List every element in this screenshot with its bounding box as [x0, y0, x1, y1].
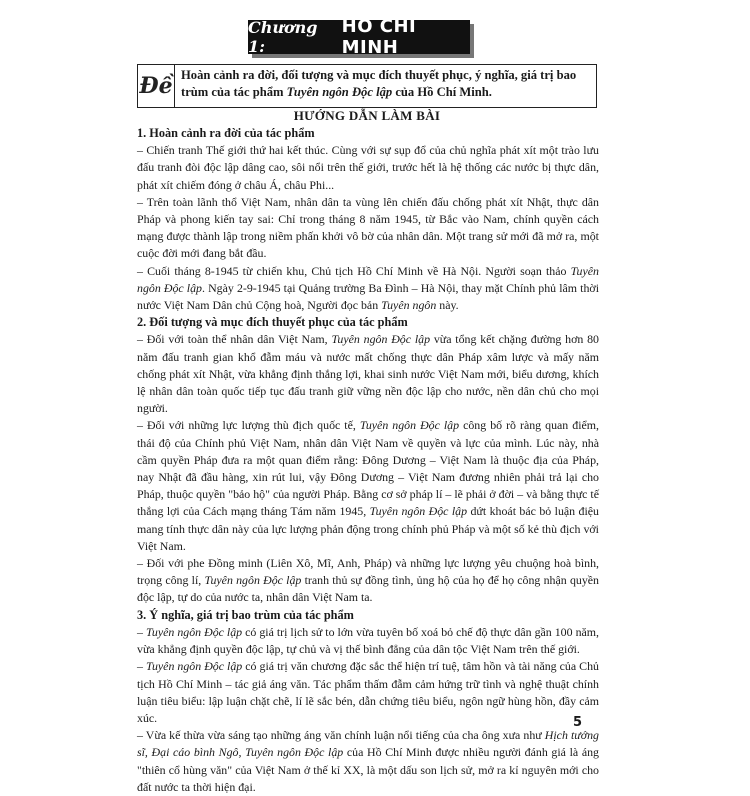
section-3-para-3 [137, 727, 599, 796]
text-run: – [137, 659, 146, 674]
chapter-label: Chương 1: [248, 18, 318, 56]
section-2-para-2 [137, 417, 599, 555]
section-2-heading: 2. Đối tượng và mục đích thuyết phục của tác phẩm [137, 315, 408, 330]
section-2-para-3 [137, 555, 599, 607]
chapter-banner [248, 16, 470, 58]
text-run: có giá trị lịch sử to lớn vừa tuyên bố xoá bỏ chế độ thực dân gần 100 năm, vừa khẳng định quyền độc lập, tự chủ và vị thế bình đẳng của dân tộc Việt Nam trên thế giới. [137, 624, 600, 657]
page-number: 5 [573, 715, 583, 730]
text-run: tranh thủ sự đồng tình, ủng hộ của họ để họ công nhận quyền độc lập, tự do của nước ta, nhân dân Việt Nam ta. [137, 573, 599, 605]
text-run: có giá trị văn chương đặc sắc thể hiện trí tuệ, tâm hồn và tài năng của Chủ tịch Hồ Chí Minh – tác giả áng văn. Tác phẩm thấm đẫm cảm hứng trữ tình và nghệ thuật chính luận tiêu biểu: lập luận chặt chẽ, lí lẽ sắc bén, dẫn chứng tiêu biểu, ngôn ngữ hùng hồn, đầy cảm xúc. [137, 659, 600, 725]
section-1-para-3 [137, 263, 599, 315]
text-run: công bố rõ ràng quan điểm, thái độ của Chính phủ Việt Nam, nhân dân Việt Nam về quyền và lực của mình. Lúc này, nhà cầm quyền Pháp đưa ra một quan điểm rằng: Đông Dương – Việt Nam là thuộc địa của Pháp, nay Nhật đã đầu hàng, xin rút lui, vậy Đông Dương – Việt Nam đương nhiên phải trả lại cho Pháp, thuộc quyền "bảo hộ" của người Pháp. Bằng cơ sở pháp lí – lẽ phải ở đời – và bằng thực tế thắng lợi của Cách mạng tháng Tám năm 1945, [137, 418, 599, 519]
section-3-para-2 [137, 658, 599, 727]
text-run: – [137, 624, 146, 639]
section-2-para-1 [137, 331, 599, 417]
section-3-heading: 3. Ý nghĩa, giá trị bao trùm của tác phẩm [137, 607, 354, 622]
guide-title: HƯỚNG DẪN LÀM BÀI [293, 108, 441, 123]
text-run: này. [436, 298, 459, 313]
work-title: Tuyên ngôn Độc lập [145, 659, 243, 674]
text-run: . Ngày 2-9-1945 tại Quảng trường Ba Đình – Hà Nội, thay mặt Chính phủ lâm thời nước Việt Nam Dân chủ Cộng hoà, Người đọc bản [137, 280, 599, 313]
text-run: vừa tổng kết chặng đường hơn 80 năm đấu tranh gian khổ đẫm máu và nước mất chống thực dân Pháp xâm lược và mấy năm chống phát xít Nhật, vừa khẳng định thắng lợi, khai sinh nước Việt Nam mới, biểu dương, khích lệ nhân dân toàn quốc tiếp tục đấu tranh giữ vững nền độc lập cho nước, nền dân chủ cho mọi người. [137, 332, 599, 416]
section-1-para-2: – Trên toàn lãnh thổ Việt Nam, nhân dân ta vùng lên chiến đấu chống phát xít Nhật, thực dân Pháp và phong kiến tay sai: Chỉ trong tháng 8 năm 1945, từ Bắc vào Nam, chính quyền cách mạng được thành lập trong niềm phấn khởi vô bờ của nhân dân. Một trang sử mới đã mở ra, một cuộc đời mới đang bắt đầu. [137, 194, 599, 261]
chapter-title: HỒ CHÍ MINH [341, 16, 417, 58]
question-line-2b: của Hồ Chí Minh. [392, 85, 492, 99]
text-run: – Vừa kế thừa vừa sáng tạo những áng văn chính luận nổi tiếng của cha ông xưa như [137, 728, 545, 743]
question-text [175, 65, 596, 107]
section-1-heading: 1. Hoàn cảnh ra đời của tác phẩm [137, 126, 315, 140]
guide-content [137, 125, 599, 796]
text-run: – Đối với những lực lượng thù địch quốc tế, [137, 418, 360, 433]
work-title: Tuyên ngôn [381, 298, 437, 313]
work-title: Tuyên ngôn Độc lập [369, 504, 468, 519]
text-run: dứt khoát bác bỏ luận điệu mang tính thực dân này của lực lượng phản động trong chính phủ Pháp và một số kẻ thù địch với Việt Nam. [137, 504, 599, 553]
section-1-para-1: – Chiến tranh Thế giới thứ hai kết thúc. Cùng với sự sụp đổ của chủ nghĩa phát xít một trào lưu đấu tranh đòi độc lập dâng cao, sôi nổi trên thế giới, trước hết là hệ thống các nước bị thực dân, phát xít chiếm đóng ở châu Á, châu Phi... [137, 143, 599, 192]
work-title: Tuyên ngôn Độc lập [137, 263, 599, 295]
question-work-title: Tuyên ngôn Độc lập [286, 85, 393, 99]
question-line-1: Hoàn cảnh ra đời, đối tượng và mục đích thuyết phục, ý nghĩa, giá trị bao [181, 68, 577, 82]
text-run: – Cuối tháng 8-1945 từ chiến khu, Chủ tịch Hồ Chí Minh về Hà Nội. Người soạn thảo [137, 263, 571, 278]
work-title: Hịch tướng sĩ, Đại cáo bình Ngô, Tuyên ngôn Độc lập [137, 728, 599, 760]
work-title: Tuyên ngôn Độc lập [359, 418, 460, 433]
section-3-para-1 [137, 624, 599, 658]
work-title: Tuyên ngôn Độc lập [204, 573, 302, 588]
work-title: Tuyên ngôn Độc lập [145, 624, 243, 639]
text-run: – Đối với phe Đồng minh (Liên Xô, Mĩ, Anh, Pháp) và những lực lượng yêu chuộng hoà bình, trọng công lí, [137, 556, 599, 588]
question-marker: Đề [138, 65, 175, 107]
question-box [137, 64, 597, 108]
text-run: của Hồ Chí Minh được nhiều người đánh giá là áng "thiên cổ hùng văn" của Việt Nam ở thế kỉ XX, là một dấu son lịch sử, mở ra kỉ nguyên mới cho đất nước ta thời hiện đại. [137, 745, 600, 794]
question-line-2a: trùm của tác phẩm [181, 85, 287, 99]
work-title: Tuyên ngôn Độc lập [331, 332, 431, 347]
text-run: – Đối với toàn thể nhân dân Việt Nam, [137, 332, 332, 347]
